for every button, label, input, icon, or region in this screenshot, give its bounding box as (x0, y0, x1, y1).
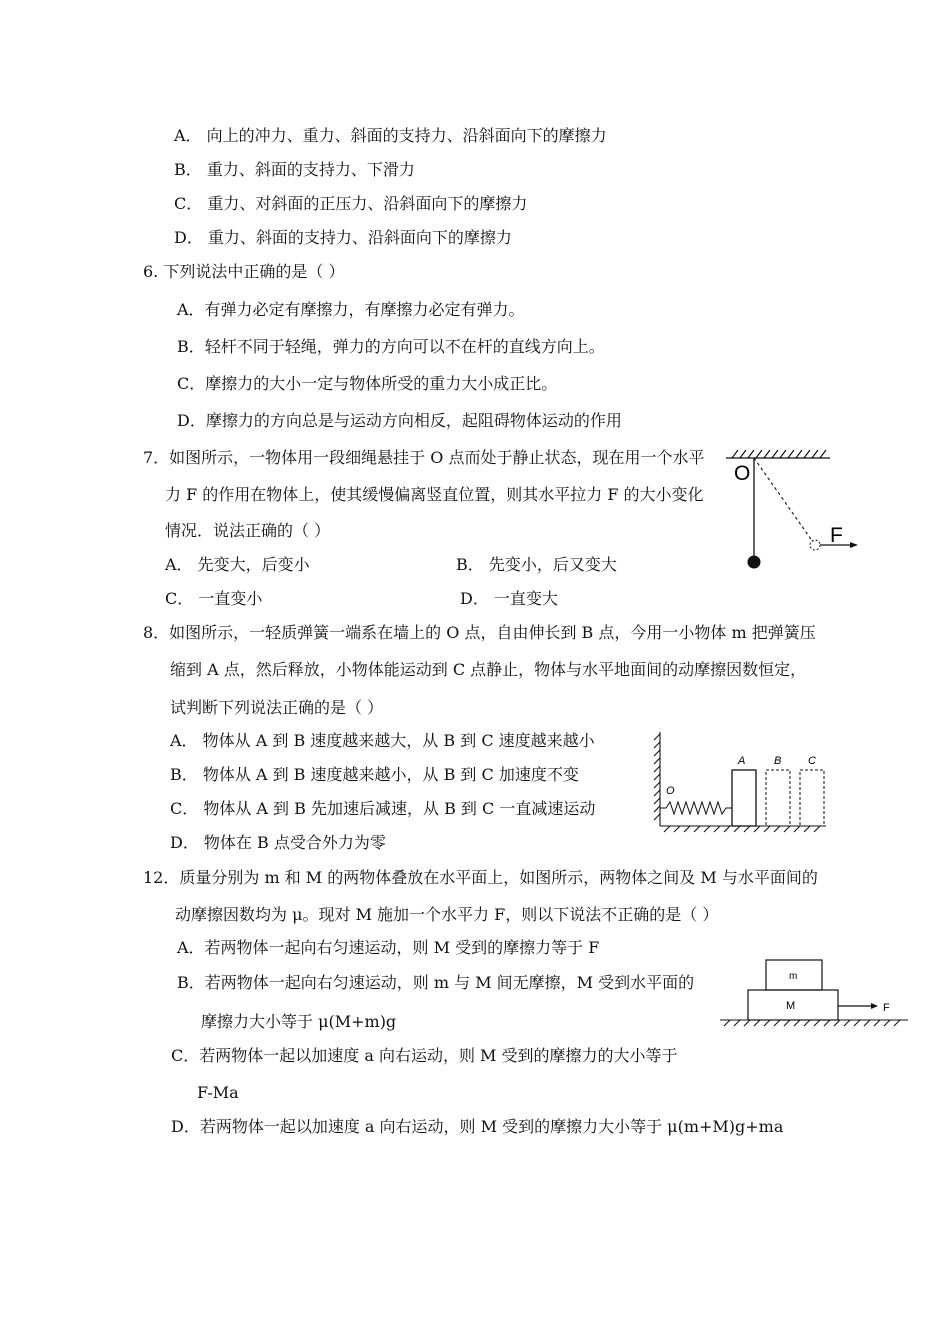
label-top-block: m (789, 971, 798, 982)
spring (660, 802, 732, 814)
label-o: O (666, 785, 675, 797)
floor-hatching (660, 826, 826, 832)
q6-option-d: D．摩擦力的方向总是与运动方向相反，起阻碍物体运动的作用 (177, 411, 622, 430)
q8-option-b: B． 物体从 A 到 B 速度越来越小，从 B 到 C 加速度不变 (170, 765, 579, 784)
q7-stem-line2: 力 F 的作用在物体上，使其缓慢偏离竖直位置，则其水平拉力 F 的大小变化 (165, 485, 704, 504)
q12-option-b-line2: 摩擦力大小等于 μ(M+m)g (201, 1012, 397, 1031)
q6-option-c: C．摩擦力的大小一定与物体所受的重力大小成正比。 (177, 374, 558, 393)
q8-option-a: A． 物体从 A 到 B 速度越来越大，从 B 到 C 速度越来越小 (170, 731, 595, 750)
label-a: A (738, 755, 746, 767)
q12-stem-line2: 动摩擦因数均为 μ。现对 M 施加一个水平力 F，则以下说法不正确的是（ ） (175, 905, 719, 924)
q12-option-d: D．若两物体一起以加速度 a 向右运动，则 M 受到的摩擦力大小等于 μ(m+M)g+ma (171, 1117, 784, 1136)
point-o-label: O (734, 462, 751, 485)
q7-option-d: D． 一直变大 (460, 589, 558, 608)
label-c: C (808, 755, 816, 767)
q7-option-c: C． 一直变小 (165, 589, 263, 608)
force-f-label: F (830, 524, 843, 547)
wall-hatching (654, 732, 660, 826)
q12-option-c-line1: C．若两物体一起以加速度 a 向右运动，则 M 受到的摩擦力的大小等于 (171, 1046, 678, 1065)
q8-spring-figure (650, 728, 830, 836)
q7-option-b: B． 先变小，后又变大 (456, 555, 617, 574)
q5-option-b: B． 重力、斜面的支持力、下滑力 (174, 160, 415, 179)
label-force: F (883, 1002, 890, 1014)
block-a (732, 770, 756, 826)
q12-option-c-line2: F-Ma (197, 1083, 239, 1102)
q12-stem-line1: 12．质量分别为 m 和 M 的两物体叠放在水平面上，如图所示，两物体之间及 M 与水平面间的 (143, 868, 818, 887)
q8-option-d: D． 物体在 B 点受合外力为零 (170, 833, 386, 852)
ground-hatching (720, 1020, 908, 1026)
label-b: B (774, 755, 782, 767)
ceiling-hatching (726, 450, 830, 458)
q5-option-c: C． 重力、对斜面的正压力、沿斜面向下的摩擦力 (174, 194, 528, 213)
q7-pendulum-figure (720, 446, 870, 576)
block-b (766, 770, 790, 826)
q5-option-a: A． 向上的冲力、重力、斜面的支持力、沿斜面向下的摩擦力 (174, 126, 607, 145)
string-displaced (754, 458, 813, 542)
q8-stem-line3: 试判断下列说法正确的是（ ） (170, 698, 384, 717)
q12-stacked-blocks-figure (716, 956, 912, 1036)
q8-stem-line2: 缩到 A 点，然后释放，小物体能运动到 C 点静止，物体与水平地面间的动摩擦因数恒定， (170, 660, 807, 679)
q12-option-b-line1: B．若两物体一起向右匀速运动，则 m 与 M 间无摩擦，M 受到水平面的 (177, 973, 695, 992)
q6-option-a: A．有弹力必定有摩擦力，有摩擦力必定有弹力。 (177, 300, 525, 319)
q6-stem: 6. 下列说法中正确的是（ ） (143, 262, 345, 281)
q8-option-c: C． 物体从 A 到 B 先加速后减速，从 B 到 C 一直减速运动 (170, 799, 596, 818)
q5-option-d: D． 重力、斜面的支持力、沿斜面向下的摩擦力 (174, 228, 512, 247)
displaced-mass (810, 540, 820, 550)
q7-stem-line3: 情况．说法正确的（ ） (165, 521, 331, 540)
q6-option-b: B．轻杆不同于轻绳，弹力的方向可以不在杆的直线方向上。 (177, 337, 605, 356)
q7-option-a: A． 先变大，后变小 (165, 555, 310, 574)
q8-stem-line1: 8．如图所示，一轻质弹簧一端系在墙上的 O 点，自由伸长到 B 点，今用一小物体 m 把弹簧压 (143, 623, 816, 642)
label-bottom-block: M (786, 1000, 796, 1012)
q12-option-a: A．若两物体一起向右匀速运动，则 M 受到的摩擦力等于 F (177, 938, 600, 957)
block-c (800, 770, 824, 826)
hanging-mass (748, 556, 761, 569)
q7-stem-line1: 7．如图所示，一物体用一段细绳悬挂于 O 点而处于静止状态，现在用一个水平 (143, 448, 705, 467)
